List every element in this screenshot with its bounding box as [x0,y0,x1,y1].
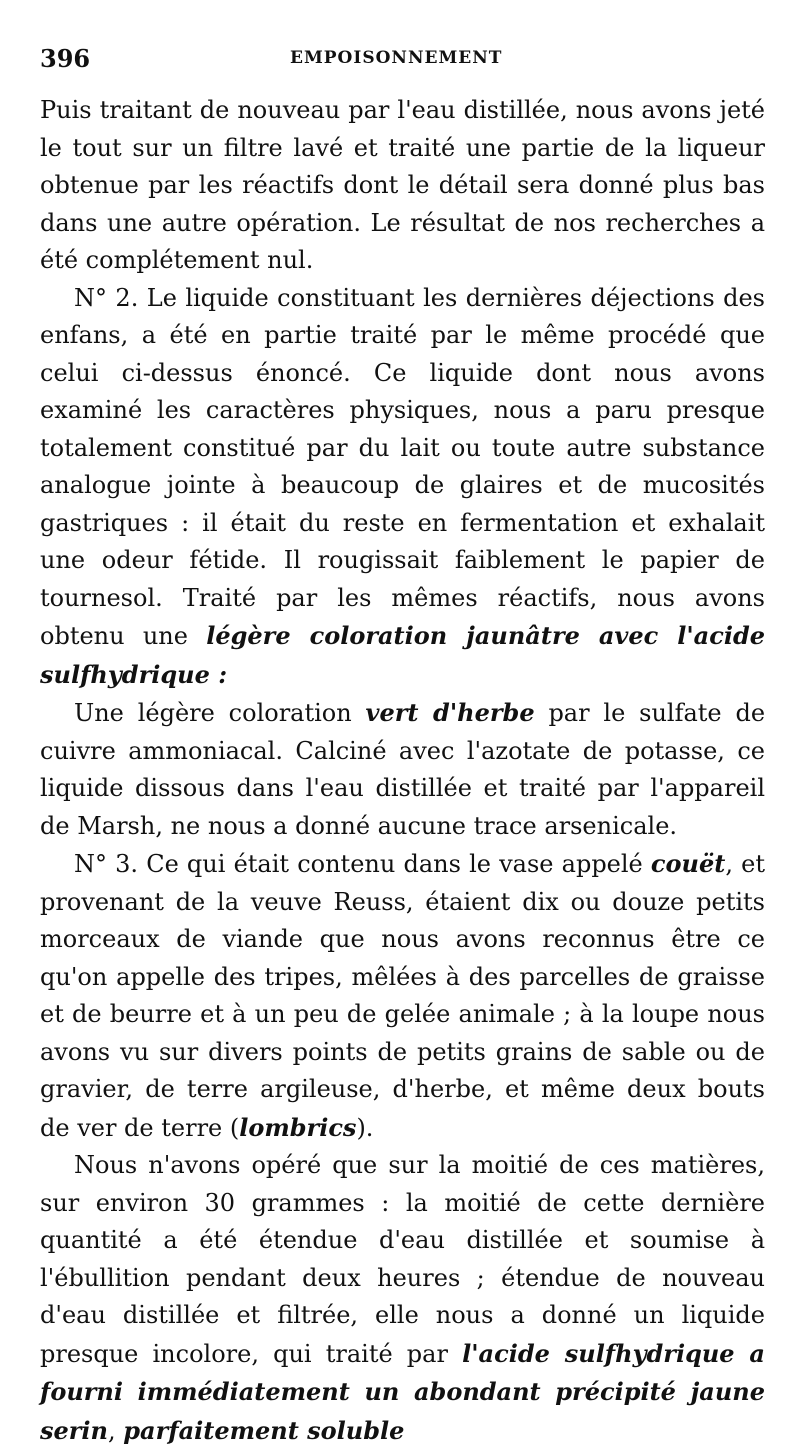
body-text [40,92,765,1450]
text-run: ). [356,1113,374,1142]
page-header [40,40,765,80]
paragraph-2 [40,280,765,695]
page-number: 396 [40,44,91,73]
italic-text-run: vert d'herbe [365,698,535,727]
running-title: EMPOISONNEMENT [290,48,503,68]
text-run: N° 3. Ce qui était contenu dans le vase appelé [74,850,651,878]
text-run: N° 2. Le liquide constituant les dernières déjections des enfans, a été en partie traité par le même procédé que celui ci-dessus énoncé. Ce liquide dont nous avons examiné les caractères physiques, nous a paru presque totalement constitué par du lait ou toute autre substance analogue jointe à beaucoup de glaires et de mucosités gastriques : il était du reste en fermentation et exhalait une odeur fétide. Il rougissait faiblement le papier de tournesol. Traité par les mêmes réactifs, nous avons obtenu une [40,283,765,650]
italic-text-run: lombrics [239,1112,357,1142]
text-run: Une légère coloration [74,699,366,727]
text-run: Puis traitant de nouveau par l'eau distillée, nous avons jeté le tout sur un filtre lavé et traité une partie de la liqueur obtenue par les réactifs dont le détail sera donné plus bas dans une autre opération. Le résultat de nos recherches a été complétement nul. [40,96,765,274]
italic-text-run: l'acide sulfhydrique a fourni immédiatement un abondant précipité jaune serin [40,1338,765,1445]
italic-text-run: couët [650,849,726,878]
italic-text-run: légère coloration jaunâtre avec l'acide sulfhydrique : [40,621,766,689]
book-page [40,40,765,1450]
text-run: , et provenant de la veuve Reuss, étaient dix ou douze petits morceaux de viande que nous avons reconnus être ce qu'on appelle des tripes, mêlées à des parcelles de graisse et de beurre et à un peu de gelée animale ; à la loupe nous avons vu sur divers points de petits grains de sable ou de gravier, de terre argileuse, d'herbe, et même deux bouts de ver de terre ( [40,850,765,1142]
text-run: , [108,1416,124,1445]
paragraph-4 [40,845,765,1147]
paragraph-1 [40,92,765,280]
italic-text-run: parfaitement soluble [123,1415,405,1445]
text-run: par le sulfate de cuivre ammoniacal. Calciné avec l'azotate de potasse, ce liquide dissous dans l'eau distillée et traité par l'appareil de Marsh, ne nous a donné aucune trace arsenicale. [40,699,766,840]
paragraph-5 [40,1147,765,1450]
text-run: Nous n'avons opéré que sur la moitié de ces matières, sur environ 30 grammes : la moitié de cette dernière quantité a été étendue d'eau distillée et soumise à l'ébullition pendant deux heures ; étendue de nouveau d'eau distillée et filtrée, elle nous a donné un liquide presque incolore, qui traité par [40,1151,765,1368]
paragraph-3 [40,694,765,845]
